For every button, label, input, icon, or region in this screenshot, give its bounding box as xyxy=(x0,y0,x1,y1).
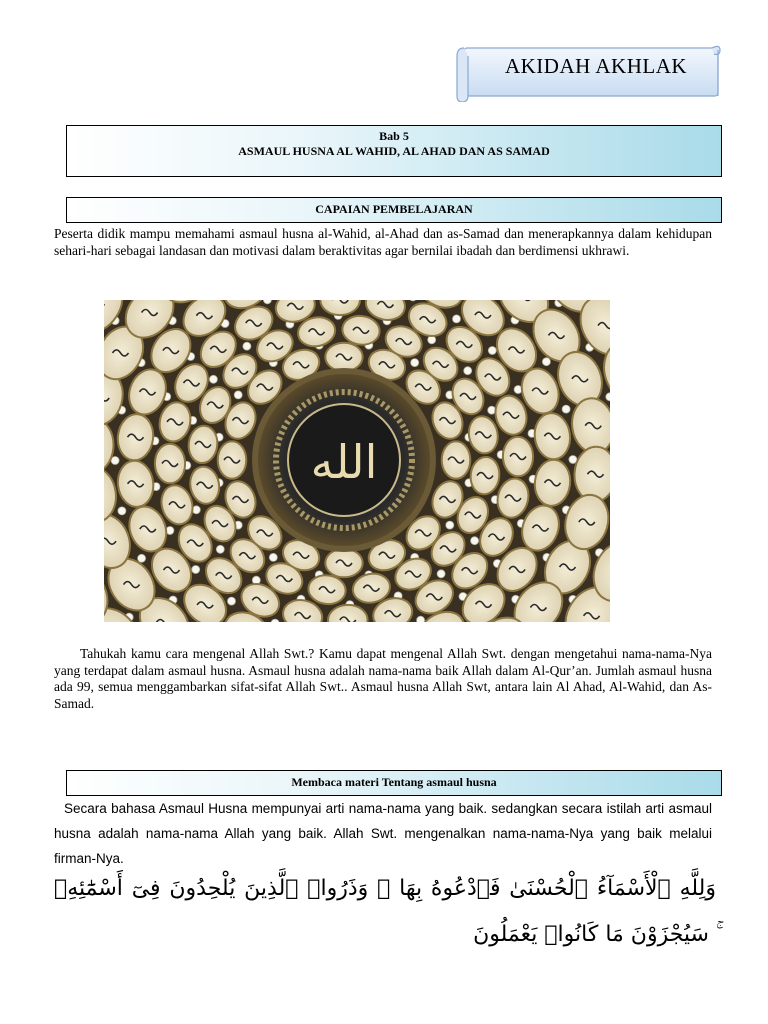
pearl-bead xyxy=(606,393,610,401)
pearl-bead xyxy=(437,570,445,578)
pearl-bead xyxy=(234,391,242,399)
pearl-bead xyxy=(138,554,146,562)
pearl-bead xyxy=(269,553,277,561)
asmaul-husna-ornament-image xyxy=(104,300,610,622)
pearl-bead xyxy=(446,521,454,529)
materi-heading: Membaca materi Tentang asmaul husna xyxy=(66,770,722,796)
pearl-bead xyxy=(569,456,577,464)
pearl-bead xyxy=(111,457,119,465)
pearl-bead xyxy=(228,597,236,605)
capaian-paragraph: Peserta didik mampu memahami asmaul husna al-Wahid, al-Ahad dan as-Samad dan menerapkannya dalam kehidupan sehari-hari sebagai landasan dan motivasi dalam beraktivitas agar bernilai ibadah dan berdimensi ukhrawi. xyxy=(54,226,712,258)
asmaul-husna-photo xyxy=(104,300,610,622)
intro-paragraph: Tahukah kamu cara mengenal Allah Swt.? Kamu dapat mengenal Allah Swt. dengan mengetahui nama-nama-Nya yang terdapat dalam asmaul husna. Asmaul husna adalah nama-nama baik Allah dalam Al-Qur’an. Jumlah asmaul husna ada 99, semua menggambarkan sifat-sifat Allah Swt.. Asmaul husna Allah Swt, antara lain Al Ahad, Al-Wahid, dan As-Samad. xyxy=(54,646,712,711)
pearl-bead xyxy=(542,358,550,366)
pearl-bead xyxy=(464,367,472,375)
chapter-number: Bab 5 xyxy=(379,129,409,143)
chapter-heading: ASMAUL HUSNA AL WAHID, AL AHAD DAN AS SAMAD xyxy=(238,144,550,158)
allah-calligraphy: الله xyxy=(310,435,378,489)
capaian-heading: CAPAIAN PEMBELAJARAN xyxy=(66,197,722,223)
pearl-bead xyxy=(562,405,570,413)
pearl-bead xyxy=(216,545,224,553)
pearl-bead xyxy=(488,347,496,355)
pearl-bead xyxy=(417,616,425,622)
pearl-bead xyxy=(453,315,461,323)
pearl-bead xyxy=(192,566,200,574)
subject-title: AKIDAH AKHLAK xyxy=(504,54,688,78)
pearl-bead xyxy=(243,342,251,350)
subject-banner xyxy=(456,42,722,102)
chapter-title-box xyxy=(66,125,722,177)
pearl-bead xyxy=(471,537,479,545)
materi-paragraph: Secara bahasa Asmaul Husna mempunyai arti nama-nama yang baik. sedangkan secara istilah arti asmaul husna adalah nama-nama Allah yang baik. Allah Swt. mengenalkan nama-nama-Nya yang baik melalui firman-Nya. xyxy=(54,801,712,866)
quran-verse: وَلِلَّهِ ٱلْأَسْمَآءُ ٱلْحُسْنَىٰ فَٱدْعُوهُ بِهَا ۖ وَذَرُوا۟ ٱلَّذِينَ يُلْحِدُونَ فِىٓ أَسْمَٰٓئِهِۦ ۚ سَيُجْزَوْنَ مَا كَانُوا۟ يَعْمَلُونَ xyxy=(54,876,716,947)
pearl-bead xyxy=(118,507,126,515)
pearl-bead xyxy=(411,359,419,367)
pearl-bead xyxy=(209,375,217,383)
